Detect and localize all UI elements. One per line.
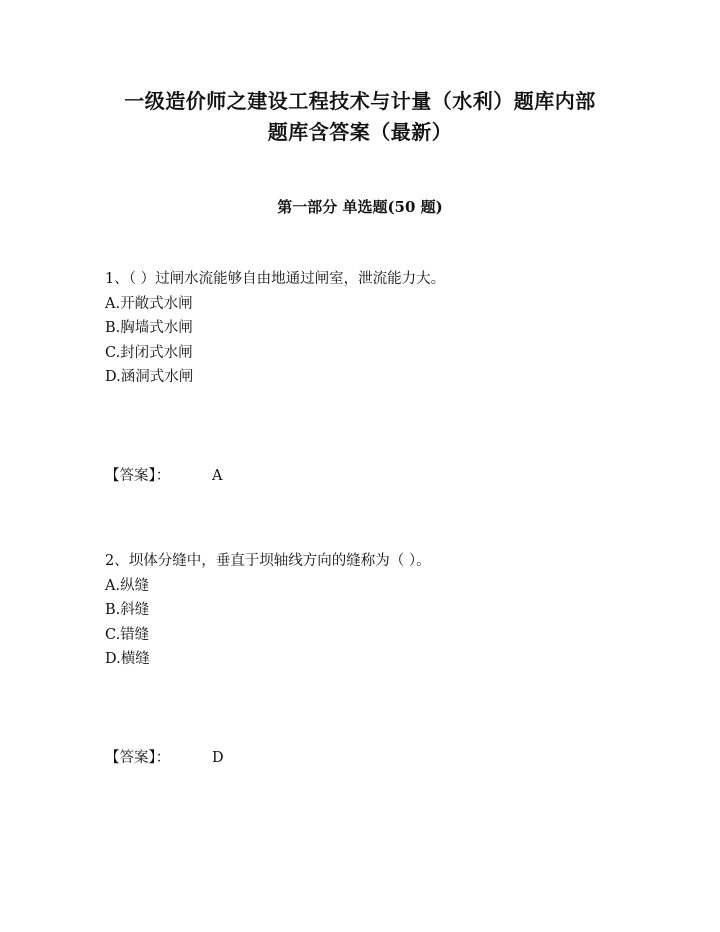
answer-label: 【答案】： bbox=[105, 468, 171, 484]
answer-value: D bbox=[212, 750, 224, 766]
question-stem: 1、（ ）过闸水流能够自由地通过闸室，泄流能力大。 bbox=[105, 271, 446, 287]
option-a: A.纵缝 bbox=[105, 578, 150, 594]
question-stem: 2、坝体分缝中，垂直于坝轴线方向的缝称为（ ）。 bbox=[105, 553, 431, 569]
option-a: A.开敞式水闸 bbox=[105, 296, 193, 312]
answer-label: 【答案】： bbox=[105, 750, 171, 766]
option-b: B.斜缝 bbox=[105, 602, 150, 618]
option-d: D.涵洞式水闸 bbox=[105, 369, 194, 385]
document-title-line-2: 题库含答案（最新） bbox=[267, 120, 453, 144]
option-d: D.横缝 bbox=[105, 651, 150, 667]
option-c: C.错缝 bbox=[105, 627, 150, 643]
answer-value: A bbox=[212, 468, 223, 484]
option-b: B.胸墙式水闸 bbox=[105, 320, 193, 336]
section-title: 第一部分 单选题(50 题) bbox=[277, 198, 443, 216]
document-title-line-1: 一级造价师之建设工程技术与计量（水利）题库内部 bbox=[124, 89, 596, 113]
option-c: C.封闭式水闸 bbox=[105, 345, 193, 361]
